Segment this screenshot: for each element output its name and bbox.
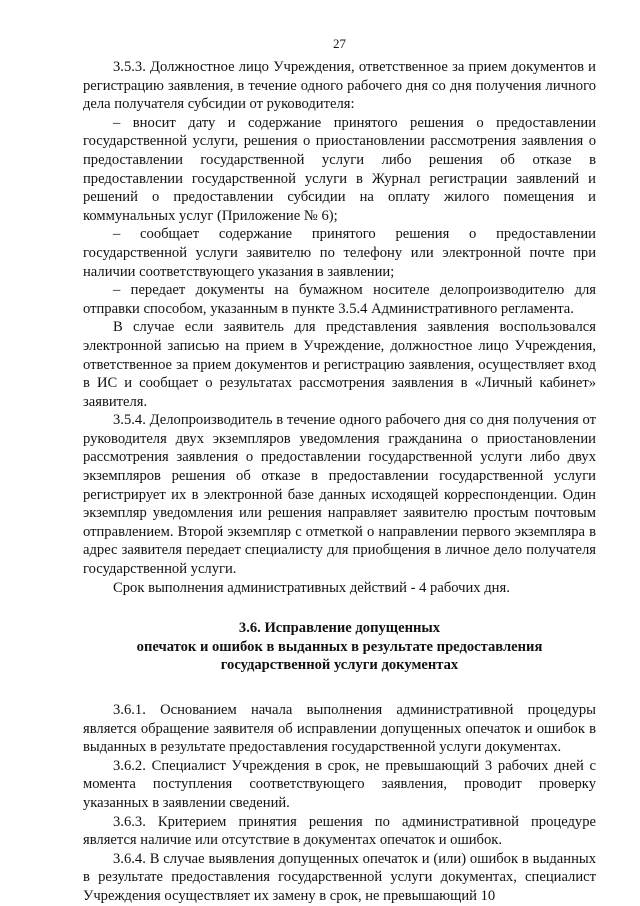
paragraph-3-6-3: 3.6.3. Критерием принятия решения по административной процедуре является наличие или отсутствие в документах опечаток и ошибок. <box>83 813 596 849</box>
paragraph-3-5-4: 3.5.4. Делопроизводитель в течение одного рабочего дня со дня получения от руководителя двух экземпляров уведомления гражданина о приостановлении рассмотрения заявления о предоставлении государственной услуги либо двух экземпляров решения об отказе в предоставлении государственной услуги регистрирует их в электронной базе данных исходящей корреспонденции. Один экземпляр уведомления или решения направляет заявителю простым почтовым отправлением. Второй экземпляр с отметкой о направлении первого экземпляра в адрес заявителя передает специалисту для приобщения в личное дело получателя государственной услуги. <box>83 412 596 578</box>
page-number: 27 <box>333 36 346 51</box>
heading-line: государственной услуги документах <box>220 657 459 674</box>
section-heading-3-6 <box>83 619 596 675</box>
paragraph-3-6-4: 3.6.4. В случае выявления допущенных опечаток и (или) ошибок в выданных в результате предоставления государственной услуги документах, специалист Учреждения осуществляет их замену в срок, не превышающий 10 <box>83 850 596 904</box>
paragraph-deadline: Срок выполнения административных действий - 4 рабочих дня. <box>113 579 510 596</box>
paragraph-3-6-1: 3.6.1. Основанием начала выполнения административной процедуры является обращение заявителя об исправлении допущенных опечаток и ошибок в выданных в результате предоставления государственной услуги документах. <box>83 702 596 756</box>
heading-line: 3.6. Исправление допущенных <box>238 620 441 637</box>
paragraph-3-5-3: 3.5.3. Должностное лицо Учреждения, ответственное за прием документов и регистрацию заявления, в течение одного рабочего дня со дня получения личного дела получателя субсидии от руководителя: <box>83 59 596 113</box>
bullet-notify-applicant: – сообщает содержание принятого решения о предоставлении государственной услуги заявителю по телефону или электронной почте при наличии соответствующего указания в заявлении; <box>83 226 596 280</box>
bullet-record-decision: – вносит дату и содержание принятого решения о предоставлении государственной услуги, решения о приостановлении рассмотрения заявления о предоставлении государственной услуги либо решения об отказе в предоставлении государственной услуги в Журнал регистрации заявлений и решений о предоставлении субсидии на оплату жилого помещения и коммунальных услуг (Приложение № 6); <box>83 114 596 224</box>
paragraph-3-6-2: 3.6.2. Специалист Учреждения в срок, не превышающий 3 рабочих дней с момента поступления соответствующего заявления, проводит проверку указанных в заявлении сведений. <box>83 757 596 811</box>
bullet-transfer-documents: – передает документы на бумажном носителе делопроизводителю для отправки способом, указанным в пункте 3.5.4 Административного регламента. <box>83 282 596 317</box>
paragraph-electronic-record: В случае если заявитель для представления заявления воспользовался электронной записью на прием в Учреждение, должностное лицо Учреждения, ответственное за прием документов и регистрацию заявления, осуществляет вход в ИС и сообщает о результатах рассмотрения заявления в «Личный кабинет» заявителя. <box>83 319 596 410</box>
heading-line: опечаток и ошибок в выданных в результате предоставления <box>136 638 543 655</box>
